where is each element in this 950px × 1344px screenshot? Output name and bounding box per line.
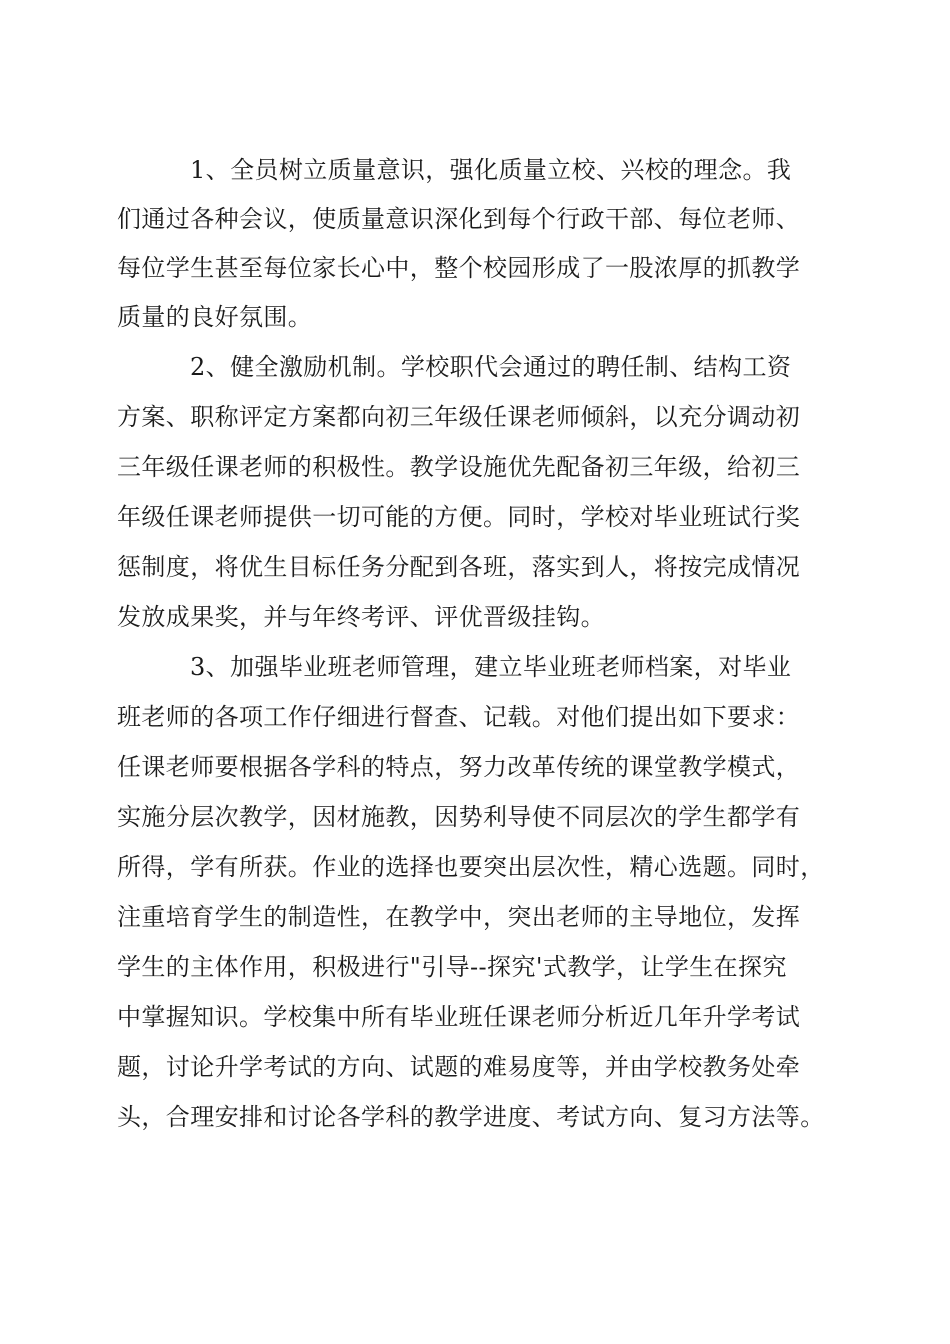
paragraph-3-line-10: 头，合理安排和讨论各学科的教学进度、考试方向、复习方法等。 [117, 1103, 825, 1131]
paragraph-2-line-5: 惩制度，将优生目标任务分配到各班，落实到人，将按完成情况 [117, 553, 801, 581]
paragraph-1-line-4: 质量的良好氛围。 [117, 303, 313, 331]
paragraph-3-line-7: 学生的主体作用，积极进行"引导--探究'式教学，让学生在探究 [117, 953, 787, 981]
paragraph-3-line-3: 任课老师要根据各学科的特点，努力改革传统的课堂教学模式， [117, 753, 801, 781]
paragraph-1-line-1: 1、全员树立质量意识，强化质量立校、兴校的理念。我 [190, 156, 792, 184]
paragraph-2-line-6: 发放成果奖，并与年终考评、评优晋级挂钩。 [117, 603, 605, 631]
paragraph-3-line-5: 所得，学有所获。作业的选择也要突出层次性，精心选题。同时， [117, 853, 825, 881]
paragraph-2-line-1: 2、健全激励机制。学校职代会通过的聘任制、结构工资 [190, 353, 792, 381]
paragraph-3-line-2: 班老师的各项工作仔细进行督查、记载。对他们提出如下要求： [117, 703, 801, 731]
paragraph-2-line-2: 方案、职称评定方案都向初三年级任课老师倾斜，以充分调动初 [117, 403, 801, 431]
paragraph-2-line-3: 三年级任课老师的积极性。教学设施优先配备初三年级，给初三 [117, 453, 801, 481]
paragraph-3-line-6: 注重培育学生的制造性，在教学中，突出老师的主导地位，发挥 [117, 903, 801, 931]
paragraph-2-line-4: 年级任课老师提供一切可能的方便。同时，学校对毕业班试行奖 [117, 503, 801, 531]
paragraph-3-line-1: 3、加强毕业班老师管理，建立毕业班老师档案，对毕业 [190, 653, 792, 681]
paragraph-3-line-4: 实施分层次教学，因材施教，因势利导使不同层次的学生都学有 [117, 803, 801, 831]
paragraph-3-line-8: 中掌握知识。学校集中所有毕业班任课老师分析近几年升学考试 [117, 1003, 801, 1031]
paragraph-3-line-9: 题，讨论升学考试的方向、试题的难易度等，并由学校教务处牵 [117, 1053, 801, 1081]
paragraph-1-line-3: 每位学生甚至每位家长心中，整个校园形成了一股浓厚的抓教学 [117, 254, 801, 282]
paragraph-1-line-2: 们通过各种会议，使质量意识深化到每个行政干部、每位老师、 [117, 205, 801, 233]
